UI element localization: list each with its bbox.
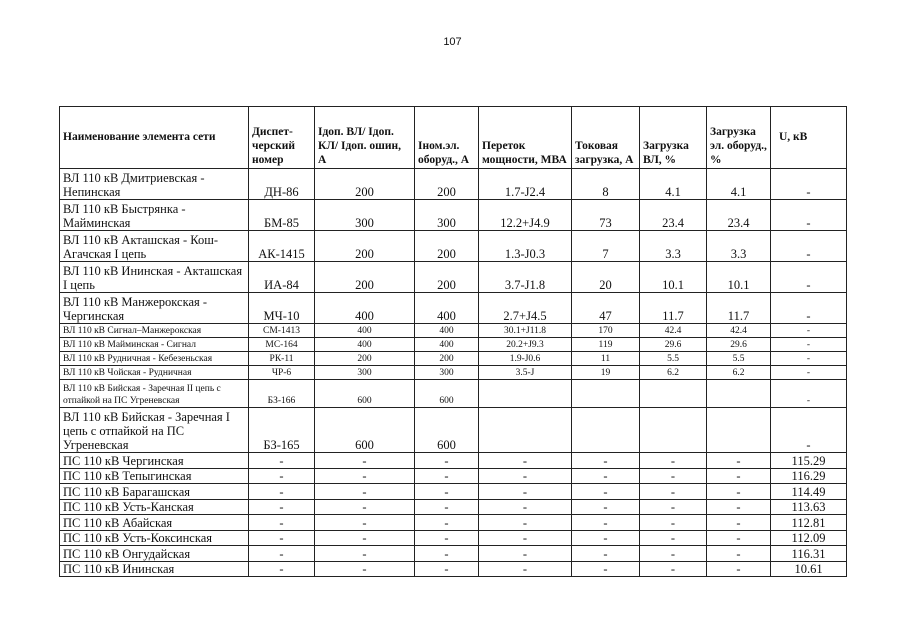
cell-allowed-current: 300 xyxy=(315,200,415,231)
cell-element-name: ПС 110 кВ Ининская xyxy=(60,561,249,577)
cell-current-load: 19 xyxy=(572,366,640,380)
cell-power-flow: - xyxy=(479,561,572,577)
cell-equipment-load: - xyxy=(707,530,771,546)
cell-current-load xyxy=(572,380,640,408)
cell-allowed-current: - xyxy=(315,453,415,469)
cell-element-name: ВЛ 110 кВ Бийская - Заречная I цепь с отпайкой на ПС Угреневская xyxy=(60,408,249,453)
cell-allowed-current: 400 xyxy=(315,293,415,324)
cell-voltage: 116.31 xyxy=(771,546,847,562)
cell-power-flow: - xyxy=(479,499,572,515)
table-row xyxy=(60,453,847,469)
table-row xyxy=(60,262,847,293)
cell-line-load: - xyxy=(640,515,707,531)
cell-element-name: ПС 110 кВ Усть-Канская xyxy=(60,499,249,515)
col-header-power-flow: Переток мощности, МВА xyxy=(479,107,572,169)
table-row xyxy=(60,484,847,500)
cell-equipment-load: 4.1 xyxy=(707,169,771,200)
cell-element-name: ВЛ 110 кВ Бийская - Заречная II цепь с отпайкой на ПС Угреневская xyxy=(60,380,249,408)
table-row xyxy=(60,380,847,408)
cell-element-name: ПС 110 кВ Усть-Коксинская xyxy=(60,530,249,546)
cell-voltage: 116.29 xyxy=(771,468,847,484)
cell-element-name: ПС 110 кВ Онгудайская xyxy=(60,546,249,562)
cell-power-flow xyxy=(479,380,572,408)
cell-element-name: ПС 110 кВ Абайская xyxy=(60,515,249,531)
cell-rated-current: 200 xyxy=(415,231,479,262)
cell-line-load: 29.6 xyxy=(640,338,707,352)
cell-rated-current: 200 xyxy=(415,352,479,366)
cell-power-flow: - xyxy=(479,530,572,546)
cell-line-load: 3.3 xyxy=(640,231,707,262)
cell-power-flow: - xyxy=(479,484,572,500)
cell-equipment-load: 23.4 xyxy=(707,200,771,231)
cell-rated-current: 400 xyxy=(415,338,479,352)
cell-current-load: - xyxy=(572,546,640,562)
cell-current-load: 7 xyxy=(572,231,640,262)
cell-element-name: ВЛ 110 кВ Чойская - Рудничная xyxy=(60,366,249,380)
cell-dispatch-number: СМ-1413 xyxy=(249,324,315,338)
cell-rated-current: 400 xyxy=(415,324,479,338)
cell-voltage: - xyxy=(771,200,847,231)
cell-current-load: 170 xyxy=(572,324,640,338)
cell-dispatch-number: - xyxy=(249,484,315,500)
cell-allowed-current: - xyxy=(315,515,415,531)
table-row xyxy=(60,352,847,366)
cell-allowed-current: - xyxy=(315,484,415,500)
cell-current-load: 11 xyxy=(572,352,640,366)
cell-equipment-load: 10.1 xyxy=(707,262,771,293)
cell-element-name: ВЛ 110 кВ Сигнал–Манжерокская xyxy=(60,324,249,338)
cell-rated-current: - xyxy=(415,453,479,469)
cell-voltage: - xyxy=(771,408,847,453)
cell-allowed-current: 200 xyxy=(315,262,415,293)
cell-allowed-current: - xyxy=(315,499,415,515)
cell-power-flow: 3.5-J xyxy=(479,366,572,380)
cell-current-load: - xyxy=(572,530,640,546)
cell-line-load: - xyxy=(640,468,707,484)
table-row xyxy=(60,231,847,262)
cell-voltage: 115.29 xyxy=(771,453,847,469)
cell-line-load: - xyxy=(640,484,707,500)
cell-equipment-load: - xyxy=(707,468,771,484)
cell-allowed-current: 200 xyxy=(315,169,415,200)
cell-equipment-load: 3.3 xyxy=(707,231,771,262)
cell-power-flow: 3.7-J1.8 xyxy=(479,262,572,293)
col-header-voltage: U, кВ xyxy=(771,107,847,169)
cell-dispatch-number: - xyxy=(249,515,315,531)
cell-dispatch-number: - xyxy=(249,468,315,484)
cell-voltage: 114.49 xyxy=(771,484,847,500)
cell-dispatch-number: БЗ-166 xyxy=(249,380,315,408)
cell-current-load: 8 xyxy=(572,169,640,200)
cell-allowed-current: 200 xyxy=(315,352,415,366)
table-row xyxy=(60,338,847,352)
table-row xyxy=(60,499,847,515)
cell-rated-current: 200 xyxy=(415,169,479,200)
cell-current-load: 73 xyxy=(572,200,640,231)
page-number: 107 xyxy=(443,36,462,48)
cell-rated-current: 600 xyxy=(415,380,479,408)
table-row xyxy=(60,200,847,231)
cell-current-load: - xyxy=(572,561,640,577)
cell-line-load: 6.2 xyxy=(640,366,707,380)
cell-current-load xyxy=(572,408,640,453)
cell-power-flow xyxy=(479,408,572,453)
cell-rated-current: - xyxy=(415,515,479,531)
cell-equipment-load: - xyxy=(707,546,771,562)
cell-rated-current: 200 xyxy=(415,262,479,293)
cell-allowed-current: - xyxy=(315,546,415,562)
cell-equipment-load xyxy=(707,408,771,453)
cell-power-flow: 20.2+J9.3 xyxy=(479,338,572,352)
col-header-dispatch-number: Диспет-черский номер xyxy=(249,107,315,169)
cell-dispatch-number: АК-1415 xyxy=(249,231,315,262)
cell-dispatch-number: ЧР-6 xyxy=(249,366,315,380)
cell-voltage: 113.63 xyxy=(771,499,847,515)
cell-equipment-load: - xyxy=(707,453,771,469)
cell-equipment-load: 11.7 xyxy=(707,293,771,324)
cell-rated-current: - xyxy=(415,530,479,546)
cell-element-name: ВЛ 110 кВ Дмитриевская - Непинская xyxy=(60,169,249,200)
cell-equipment-load: 42.4 xyxy=(707,324,771,338)
cell-power-flow: 2.7+J4.5 xyxy=(479,293,572,324)
cell-current-load: - xyxy=(572,484,640,500)
network-elements-table xyxy=(59,106,847,577)
cell-rated-current: - xyxy=(415,546,479,562)
cell-line-load: - xyxy=(640,499,707,515)
cell-element-name: ВЛ 110 кВ Ининская - Акташская I цепь xyxy=(60,262,249,293)
cell-current-load: - xyxy=(572,453,640,469)
table-row xyxy=(60,408,847,453)
table-row xyxy=(60,515,847,531)
header-row xyxy=(60,107,847,169)
cell-line-load: - xyxy=(640,546,707,562)
table-row xyxy=(60,530,847,546)
cell-voltage: - xyxy=(771,169,847,200)
cell-rated-current: - xyxy=(415,484,479,500)
cell-line-load: - xyxy=(640,453,707,469)
cell-dispatch-number: - xyxy=(249,561,315,577)
cell-current-load: 47 xyxy=(572,293,640,324)
cell-voltage: - xyxy=(771,293,847,324)
table-row xyxy=(60,324,847,338)
cell-dispatch-number: МЧ-10 xyxy=(249,293,315,324)
cell-rated-current: - xyxy=(415,561,479,577)
cell-line-load: - xyxy=(640,561,707,577)
col-header-rated-current: Iном.эл. оборуд., А xyxy=(415,107,479,169)
col-header-current-load: Токовая загрузка, А xyxy=(572,107,640,169)
cell-line-load: 10.1 xyxy=(640,262,707,293)
cell-equipment-load: 5.5 xyxy=(707,352,771,366)
cell-dispatch-number: БЗ-165 xyxy=(249,408,315,453)
cell-equipment-load xyxy=(707,380,771,408)
cell-allowed-current: - xyxy=(315,561,415,577)
table-row xyxy=(60,561,847,577)
cell-equipment-load: 6.2 xyxy=(707,366,771,380)
cell-line-load: - xyxy=(640,530,707,546)
cell-power-flow: 30.1+J11.8 xyxy=(479,324,572,338)
cell-element-name: ПС 110 кВ Тепыгинская xyxy=(60,468,249,484)
cell-element-name: ВЛ 110 кВ Рудничная - Кебезеньская xyxy=(60,352,249,366)
cell-voltage: - xyxy=(771,352,847,366)
cell-equipment-load: - xyxy=(707,515,771,531)
cell-dispatch-number: РК-11 xyxy=(249,352,315,366)
cell-voltage: 112.09 xyxy=(771,530,847,546)
cell-allowed-current: - xyxy=(315,468,415,484)
cell-line-load: 42.4 xyxy=(640,324,707,338)
cell-allowed-current: 600 xyxy=(315,380,415,408)
cell-dispatch-number: - xyxy=(249,499,315,515)
cell-allowed-current: 200 xyxy=(315,231,415,262)
cell-current-load: - xyxy=(572,515,640,531)
cell-power-flow: - xyxy=(479,468,572,484)
table-row xyxy=(60,169,847,200)
cell-rated-current: 400 xyxy=(415,293,479,324)
cell-element-name: ВЛ 110 кВ Манжерокская - Чергинская xyxy=(60,293,249,324)
cell-equipment-load: 29.6 xyxy=(707,338,771,352)
cell-rated-current: - xyxy=(415,468,479,484)
cell-equipment-load: - xyxy=(707,499,771,515)
cell-voltage: - xyxy=(771,324,847,338)
cell-rated-current: - xyxy=(415,499,479,515)
cell-voltage: - xyxy=(771,338,847,352)
table-row xyxy=(60,366,847,380)
cell-allowed-current: 600 xyxy=(315,408,415,453)
cell-dispatch-number: МС-164 xyxy=(249,338,315,352)
cell-line-load: 4.1 xyxy=(640,169,707,200)
table-row xyxy=(60,468,847,484)
cell-line-load xyxy=(640,408,707,453)
cell-voltage: - xyxy=(771,366,847,380)
cell-equipment-load: - xyxy=(707,484,771,500)
cell-line-load: 11.7 xyxy=(640,293,707,324)
cell-dispatch-number: - xyxy=(249,530,315,546)
cell-power-flow: 1.3-J0.3 xyxy=(479,231,572,262)
cell-current-load: - xyxy=(572,499,640,515)
cell-current-load: 119 xyxy=(572,338,640,352)
col-header-allowed-current: Iдоп. ВЛ/ Iдоп. КЛ/ Iдоп. ошин, А xyxy=(315,107,415,169)
cell-dispatch-number: - xyxy=(249,546,315,562)
cell-element-name: ВЛ 110 кВ Майминская - Сигнал xyxy=(60,338,249,352)
cell-rated-current: 600 xyxy=(415,408,479,453)
cell-power-flow: 12.2+J4.9 xyxy=(479,200,572,231)
cell-rated-current: 300 xyxy=(415,200,479,231)
table-row xyxy=(60,546,847,562)
cell-allowed-current: - xyxy=(315,530,415,546)
cell-allowed-current: 400 xyxy=(315,338,415,352)
col-header-name: Наименование элемента сети xyxy=(60,107,249,169)
cell-voltage: - xyxy=(771,262,847,293)
table-row xyxy=(60,293,847,324)
cell-allowed-current: 400 xyxy=(315,324,415,338)
col-header-equipment-load: Загрузка эл. оборуд., % xyxy=(707,107,771,169)
cell-dispatch-number: БМ-85 xyxy=(249,200,315,231)
col-header-line-load: Загрузка ВЛ, % xyxy=(640,107,707,169)
cell-allowed-current: 300 xyxy=(315,366,415,380)
cell-voltage: - xyxy=(771,231,847,262)
cell-voltage: 10.61 xyxy=(771,561,847,577)
cell-element-name: ВЛ 110 кВ Быстрянка - Майминская xyxy=(60,200,249,231)
cell-rated-current: 300 xyxy=(415,366,479,380)
cell-dispatch-number: ДН-86 xyxy=(249,169,315,200)
cell-power-flow: - xyxy=(479,546,572,562)
cell-power-flow: 1.7-J2.4 xyxy=(479,169,572,200)
cell-power-flow: 1.9-J0.6 xyxy=(479,352,572,366)
cell-dispatch-number: ИА-84 xyxy=(249,262,315,293)
cell-current-load: - xyxy=(572,468,640,484)
cell-equipment-load: - xyxy=(707,561,771,577)
cell-power-flow: - xyxy=(479,453,572,469)
cell-element-name: ВЛ 110 кВ Акташская - Кош-Агачская I цепь xyxy=(60,231,249,262)
cell-current-load: 20 xyxy=(572,262,640,293)
cell-element-name: ПС 110 кВ Чергинская xyxy=(60,453,249,469)
cell-line-load: 5.5 xyxy=(640,352,707,366)
cell-line-load: 23.4 xyxy=(640,200,707,231)
cell-dispatch-number: - xyxy=(249,453,315,469)
cell-voltage: - xyxy=(771,380,847,408)
cell-power-flow: - xyxy=(479,515,572,531)
cell-element-name: ПС 110 кВ Барагашская xyxy=(60,484,249,500)
cell-line-load xyxy=(640,380,707,408)
cell-voltage: 112.81 xyxy=(771,515,847,531)
